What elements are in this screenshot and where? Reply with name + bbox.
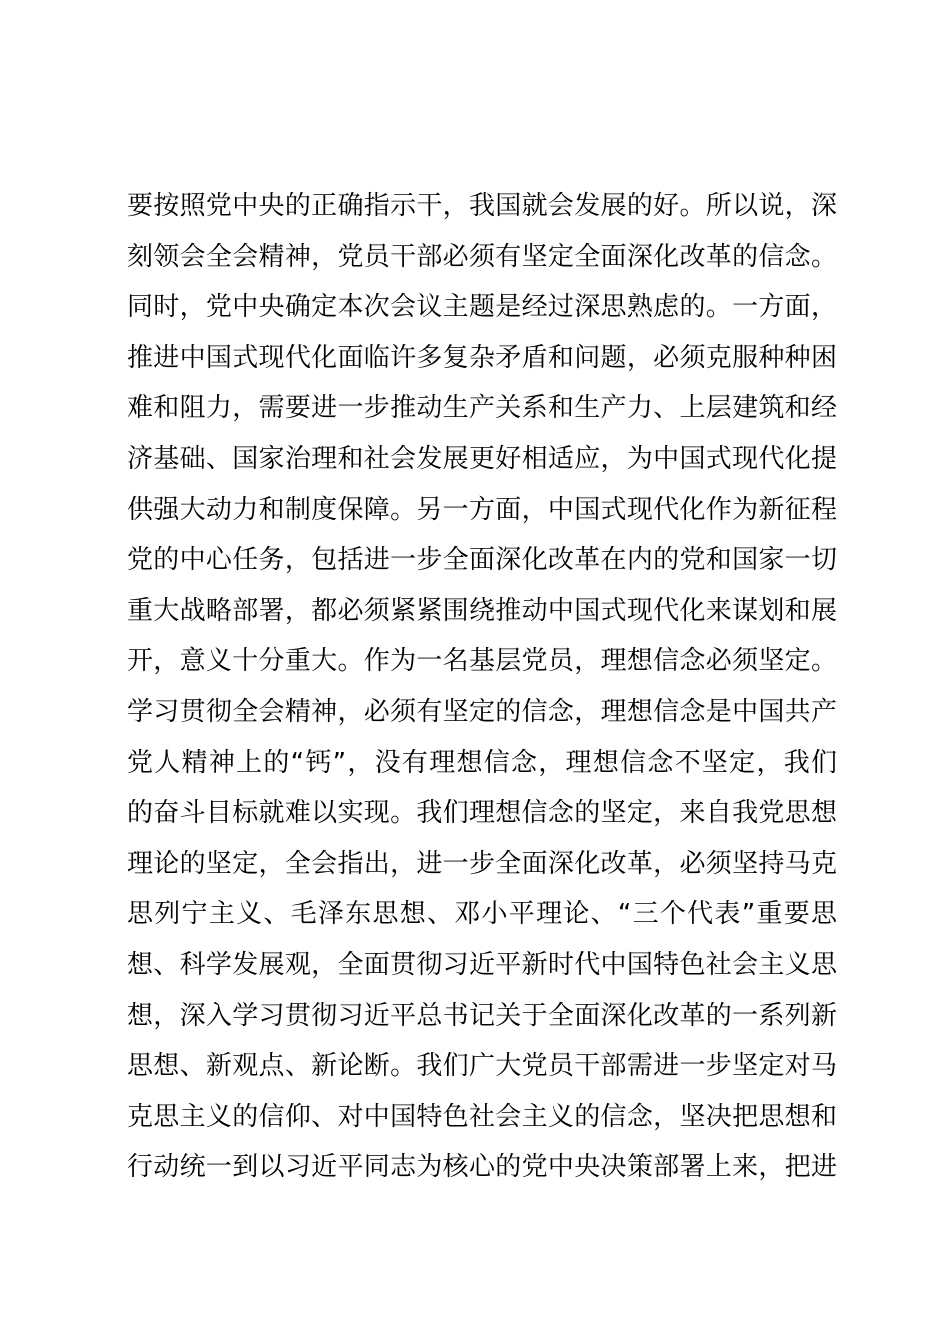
text-line: 难和阻力，需要进一步推动生产关系和生产力、上层建筑和经: [127, 393, 837, 424]
text-line: 想，深入学习贯彻习近平总书记关于全面深化改革的一系列新: [127, 1000, 837, 1031]
text-line: 供强大动力和制度保障。另一方面，中国式现代化作为新征程: [127, 494, 837, 525]
text-line: 行动统一到以习近平同志为核心的党中央决策部署上来，把进: [127, 1152, 837, 1183]
text-line: 推进中国式现代化面临许多复杂矛盾和问题，必须克服种种困: [127, 342, 837, 373]
text-line: 理论的坚定，全会指出，进一步全面深化改革，必须坚持马克: [127, 848, 837, 879]
text-line: 想、科学发展观，全面贯彻习近平新时代中国特色社会主义思: [127, 949, 837, 980]
text-line: 刻领会全会精神，党员干部必须有坚定全面深化改革的信念。: [127, 241, 837, 272]
text-line: 党的中心任务，包括进一步全面深化改革在内的党和国家一切: [127, 545, 837, 576]
body-text: [127, 181, 837, 1193]
text-line: 思列宁主义、毛泽东思想、邓小平理论、“三个代表”重要思: [127, 899, 837, 930]
text-line: 济基础、国家治理和社会发展更好相适应，为中国式现代化提: [127, 443, 837, 474]
text-line: 克思主义的信仰、对中国特色社会主义的信念，坚决把思想和: [127, 1101, 837, 1132]
text-line: 重大战略部署，都必须紧紧围绕推动中国式现代化来谋划和展: [127, 595, 837, 626]
text-line: 开，意义十分重大。作为一名基层党员，理想信念必须坚定。: [127, 646, 837, 677]
text-line: 同时，党中央确定本次会议主题是经过深思熟虑的。一方面，: [127, 292, 837, 323]
text-line: 要按照党中央的正确指示干，我国就会发展的好。所以说，深: [127, 191, 837, 221]
text-line: 的奋斗目标就难以实现。我们理想信念的坚定，来自我党思想: [127, 798, 837, 829]
text-line: 思想、新观点、新论断。我们广大党员干部需进一步坚定对马: [127, 1051, 837, 1082]
text-line: 学习贯彻全会精神，必须有坚定的信念，理想信念是中国共产: [127, 696, 837, 727]
text-line: 党人精神上的“钙”，没有理想信念，理想信念不坚定，我们: [127, 747, 837, 778]
